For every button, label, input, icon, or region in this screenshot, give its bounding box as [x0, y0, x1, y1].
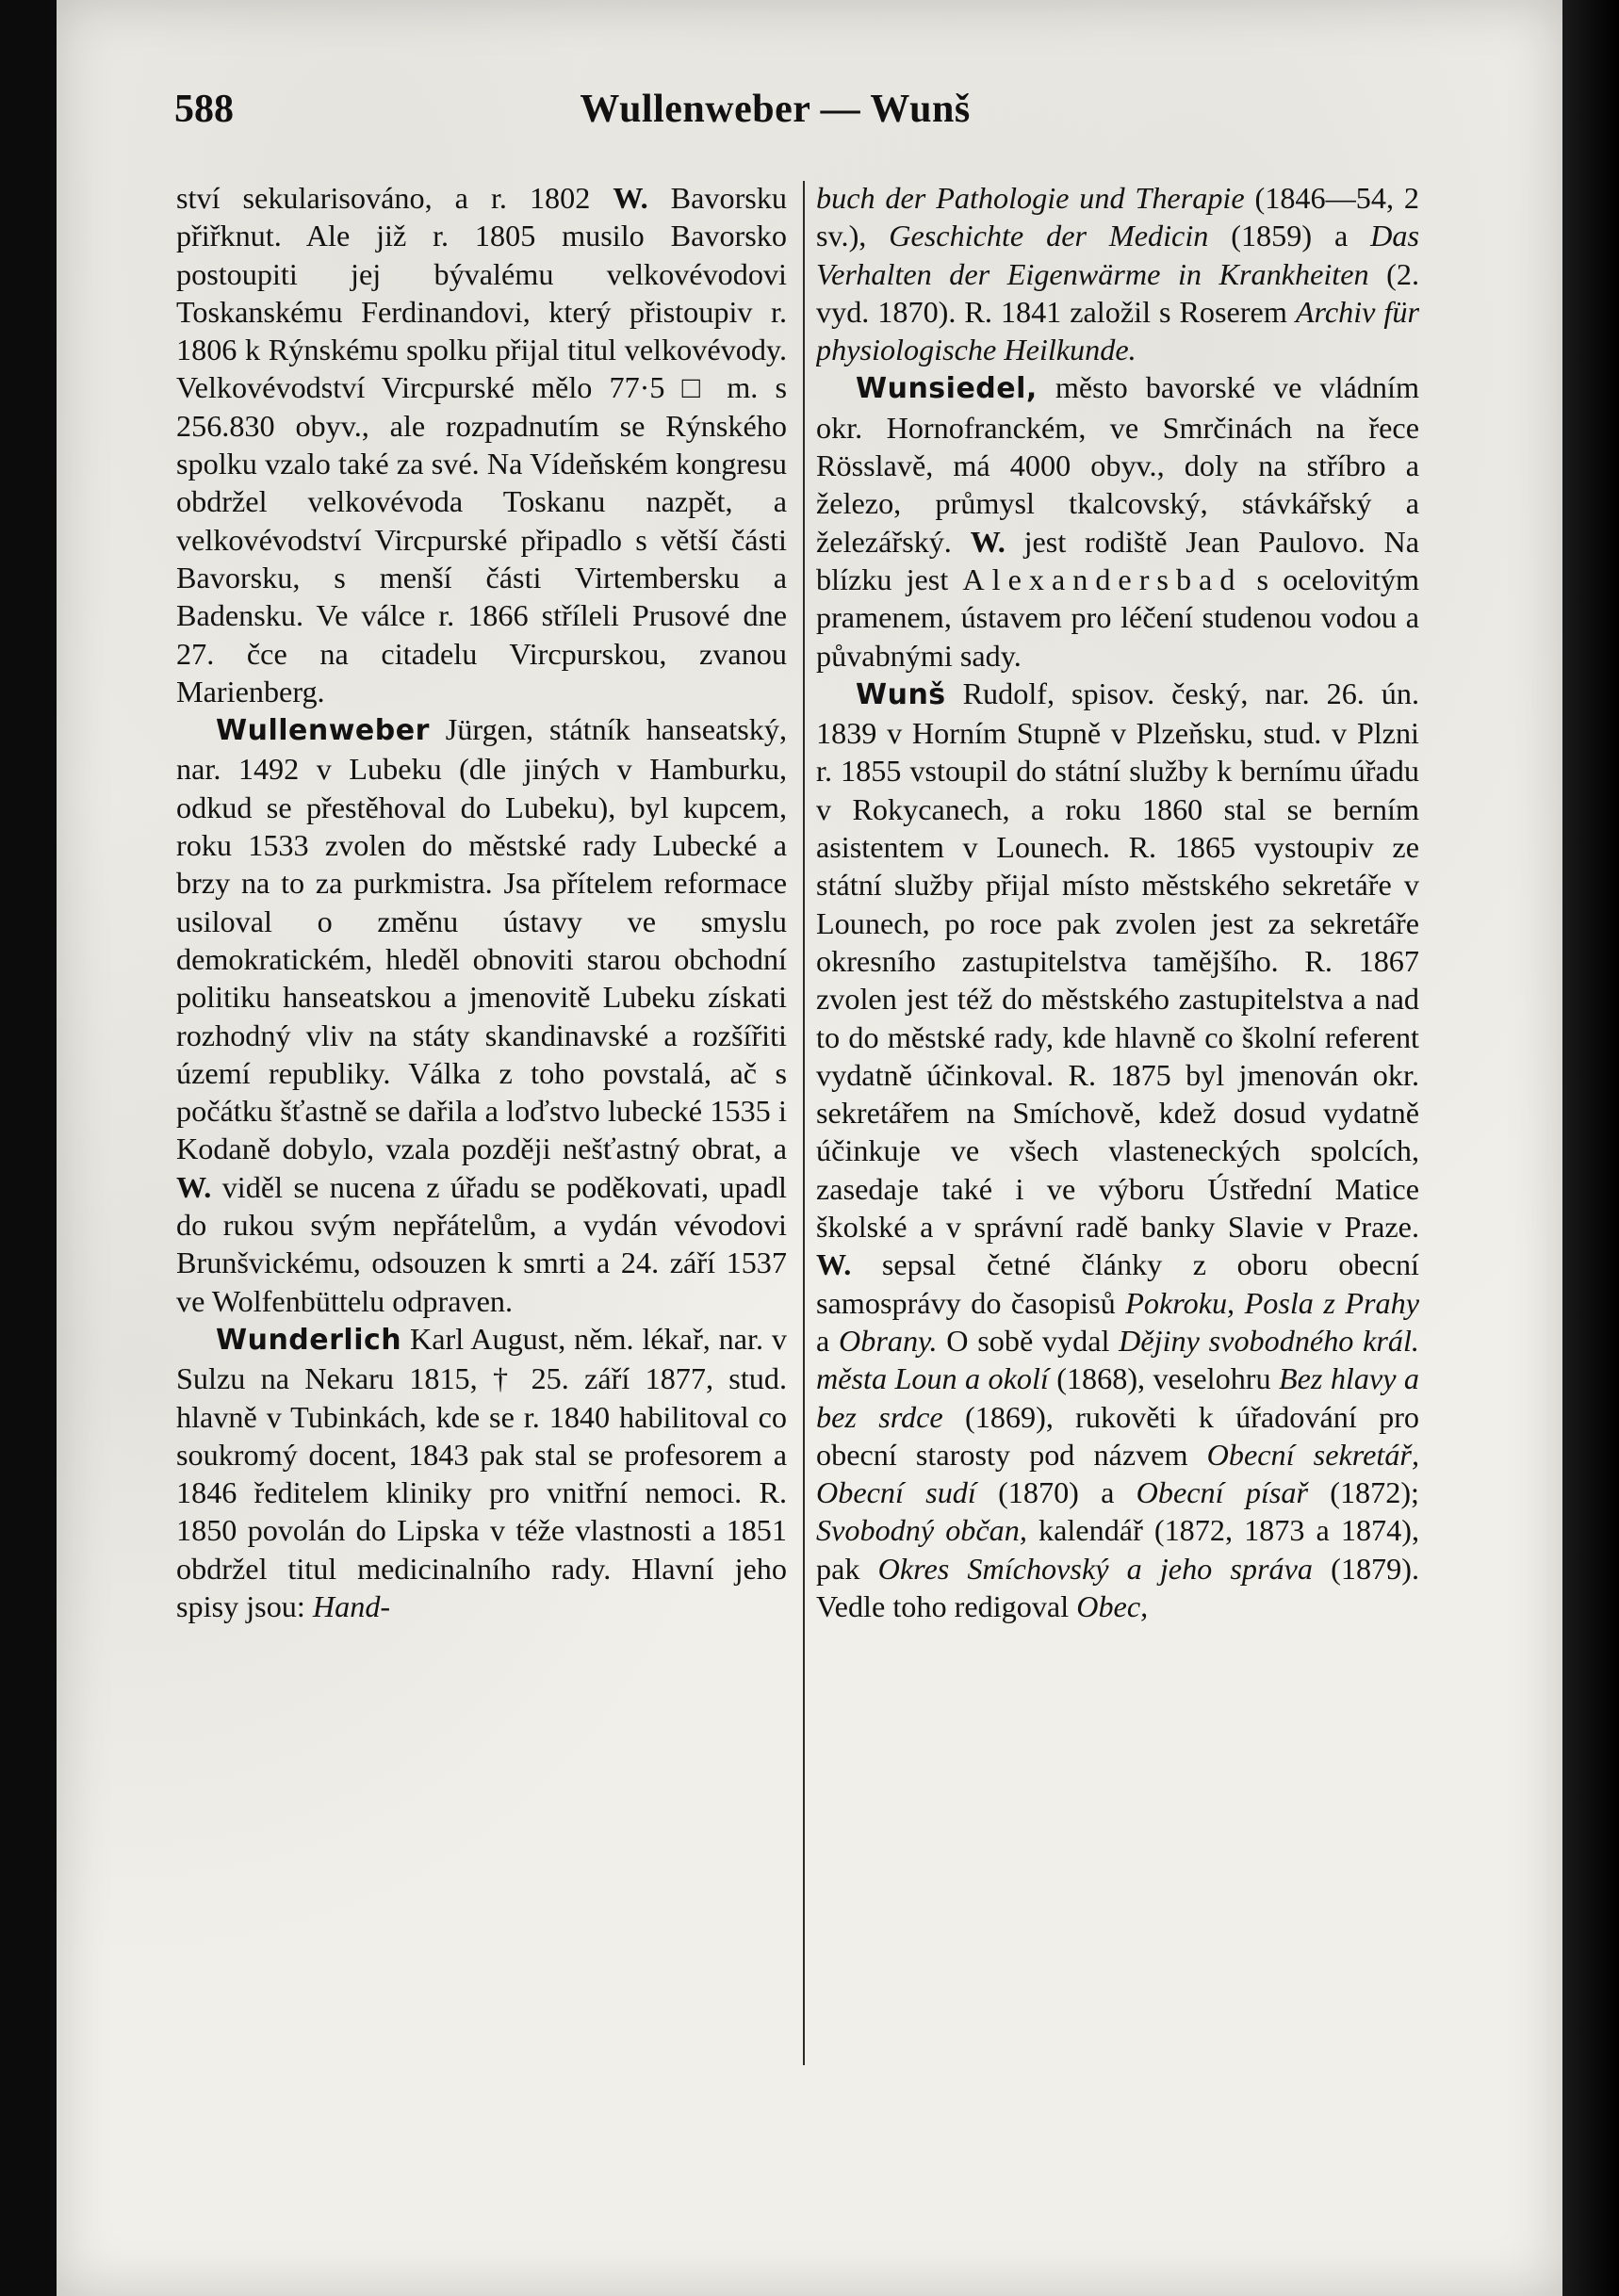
entry-wunderlich-continued [816, 179, 1419, 368]
text-run: Alexandersbad [962, 562, 1243, 596]
left-column [176, 179, 787, 2073]
italic-title: Pokroku, Posla z Prahy [1125, 1285, 1419, 1320]
italic-title: Hand- [312, 1588, 391, 1623]
entry-wunderlich [176, 1320, 787, 1625]
italic-title: Bez hlavy a bez srdce [816, 1361, 1419, 1434]
text-run: (1872); [1308, 1475, 1419, 1510]
column-rule [803, 181, 805, 2065]
text-run: viděl se nucena z úřadu se poděkovati, upadl do rukou svým nepřátelům, a vydán vévodovi Brunšvickému, odsouzen k smrti a 24. září 1537 ve Wolfenbüttelu odpraven. [176, 1169, 787, 1318]
text-run: Jürgen, státník hanseatský, nar. 1492 v Lubeku (dle jiných v Hamburku, odkud se přestěhoval do Lubeku), byl kupcem, roku 1533 zvolen do městské rady Lubecké a brzy na to za purkmistra. Jsa přítelem reformace usiloval o změnu ústavy ve smyslu demokratickém, hleděl obnoviti starou obchodní politiku hanseatskou a jmenovitě Lubeku získati rozhodný vliv na státy skandinavské a rozšířiti území republiky. Válka z toho povstalá, ač s počátku šťastně se dařila a loďstvo lubecké 1535 i Kodaně dobylo, vzala později nešťastný obrat, a [176, 712, 787, 1166]
italic-title: Obecní sekretář, Obecní sudí [816, 1437, 1419, 1510]
entry-wuns [816, 675, 1419, 1625]
text-run: W. [816, 1247, 852, 1282]
headword: Wunsiedel, [856, 372, 1038, 406]
italic-title: Geschichte der Medicin [889, 219, 1209, 253]
text-run: sepsal četné články z oboru obecní samosprávy do časopisů [816, 1247, 1419, 1320]
text-run: (1846—54, 2 sv.), [816, 181, 1419, 253]
text-run: W. [613, 181, 648, 215]
italic-title: Okres Smíchovský a jeho správa [877, 1551, 1314, 1586]
text-run: (1869), rukověti k úřadování pro obecní starosty pod názvem [816, 1399, 1419, 1472]
italic-title: Das Verhalten der Eigenwärme in Krankheiten [816, 219, 1419, 291]
text-run: (1868), veselohru [1048, 1361, 1279, 1396]
headword: Wunderlich [216, 1323, 402, 1357]
italic-title: Svobodný občan, [816, 1513, 1027, 1548]
text-run: (1859) a [1208, 219, 1371, 253]
headword: Wullenweber [216, 714, 430, 748]
italic-title: Archiv für physiologische Heilkunde. [816, 294, 1419, 367]
entry-continuation [176, 179, 787, 710]
italic-title: Obrany. [838, 1323, 938, 1358]
text-run: (1879). Vedle toho redigoval [816, 1551, 1419, 1623]
running-head: Wullenweber — Wunš [580, 88, 971, 131]
italic-title: buch der Pathologie und Therapie [816, 181, 1245, 215]
text-run: W. [176, 1169, 212, 1204]
entry-wunsiedel [816, 368, 1419, 674]
scan-border [1562, 0, 1619, 2296]
italic-title: Obecní písař [1136, 1475, 1308, 1510]
text-run: a [816, 1323, 839, 1358]
entry-wullenweber [176, 710, 787, 1320]
right-column [816, 179, 1419, 2073]
text-run: (1870) a [975, 1475, 1137, 1510]
text-run: (2. vyd. 1870). R. 1841 založil s Roserem [816, 256, 1419, 329]
page-number: 588 [174, 88, 234, 131]
italic-title: Dějiny svobodného král. města Loun a okolí [816, 1323, 1419, 1396]
text-run: ství sekularisováno, a r. 1802 [176, 181, 613, 215]
text-run: kalendář (1872, 1873 a 1874), pak [816, 1513, 1419, 1586]
text-run: Karl August, něm. lékař, nar. v Sulzu na Nekaru 1815, † 25. září 1877, stud. hlavně v Tubinkách, kde se r. 1840 habilitoval co soukromý docent, 1843 pak stal se profesorem a 1846 ředitelem kliniky pro vnitřní nemoci. R. 1850 povolán do Lipska v téže vlastnosti a 1851 obdržel titul medicinalního rady. Hlavní jeho spisy jsou: [176, 1321, 787, 1623]
text-run: město bavorské ve vládním okr. Hornofranckém, ve Smrčinách na řece Rösslavě, má 4000 obyv., doly na stříbro a železo, průmysl tkalcovský, stávkářský a železářský. [816, 370, 1419, 559]
text-run: W. [970, 524, 1006, 559]
page-header [174, 87, 1376, 143]
text-run: Rudolf, spisov. český, nar. 26. ún. 1839 v Horním Stupně v Plzeňsku, stud. v Plzni r. 1855 vstoupil do státní služby k bernímu úřadu v Rokycanech, a roku 1860 stal se berním asistentem v Lounech. R. 1865 vystoupiv ze státní služby přijal místo městského sekretáře v Lounech, po roce pak zvolen jest za sekretáře okresního zastupitelstva tamějšího. R. 1867 zvolen jest též do městského zastupitelstva a nad to do městské rady, kde hlavně co školní referent vydatně účinkoval. R. 1875 byl jmenován okr. sekretářem na Smíchově, kdež dosud vydatně účinkuje ve všech vlasteneckých spolcích, zasedaje také i ve výboru Ústřední Matice školské a v správní radě banky Slavie v Praze. [816, 676, 1419, 1245]
text-run: O sobě vydal [937, 1323, 1120, 1358]
italic-title: Obec, [1076, 1588, 1149, 1623]
text-run: Bavorsku přiřknut. Ale již r. 1805 musilo Bavorsko postoupiti jej bývalému velkovévodovi Toskanskému Ferdinandovi, který přistoupiv r. 1806 k Rýnskému spolku přijal titul velkovévody. Velkovévodství Vircpurské mělo 77·5 □ m. s 256.830 obyv., ale rozpadnutím se Rýnského spolku vzalo také za své. Na Vídeňském kongresu obdržel velkovévoda Toskanu nazpět, a velkovévodství Vircpurské připadlo s větší části Bavorsku, s menší části Virtembersku a Badensku. Ve válce r. 1866 stříleli Prusové dne 27. čce na citadelu Vircpurskou, zvanou Marienberg. [176, 181, 787, 708]
text-run: s ocelovitým pramenem, ústavem pro léčení studenou vodou a půvabnými sady. [816, 562, 1419, 673]
text-run: jest rodiště Jean Paulovo. Na blízku jest [816, 524, 1419, 596]
headword: Wunš [856, 677, 946, 711]
